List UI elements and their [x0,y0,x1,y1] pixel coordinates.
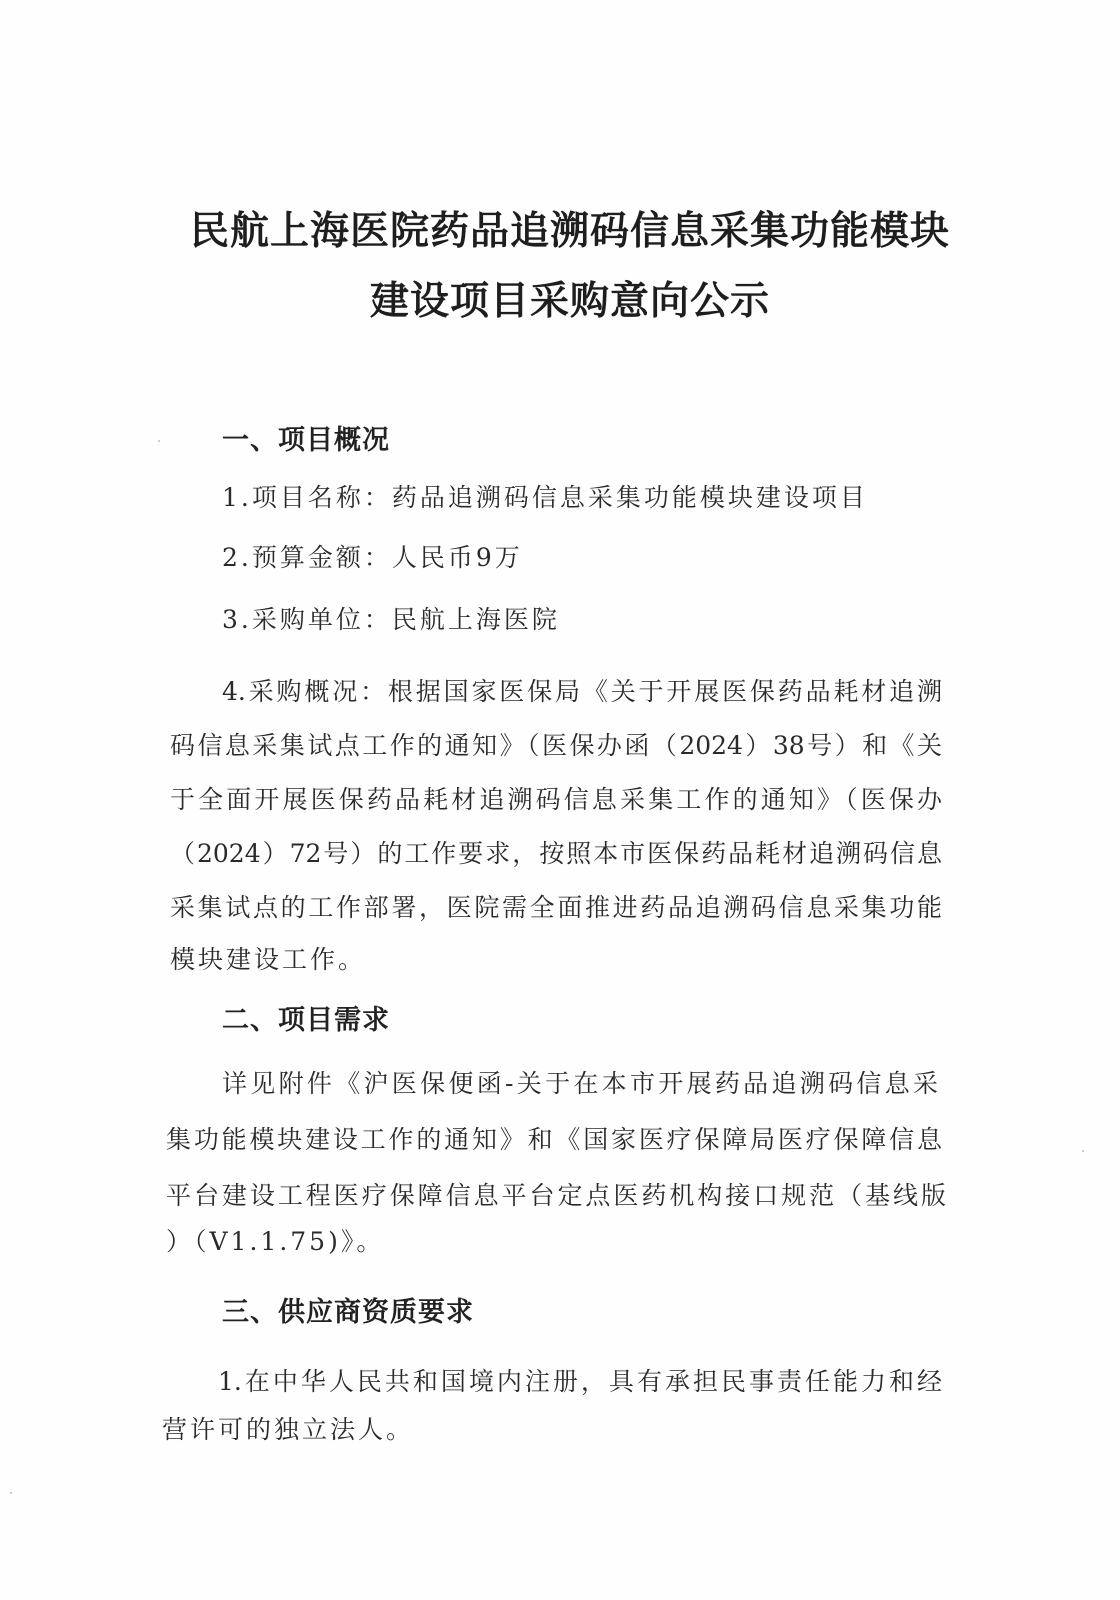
requirements-line-1: 详见附件《沪医保便函-关于在本市开展药品追溯码信息采 [222,1069,938,1098]
overview-summary-line-4: （2024）72号）的工作要求，按照本市医保药品耗材追溯码信息 [170,839,942,868]
requirements-line-2: 集功能模块建设工作的通知》和《国家医疗保障局医疗保障信息 [166,1125,942,1154]
overview-purchaser: 3.采购单位：民航上海医院 [222,605,560,634]
requirements-line-4: ）（V1.1.75)》。 [166,1227,385,1256]
qualifications-line-2: 营许可的独立法人。 [162,1415,415,1444]
section-heading-qualifications: 三、供应商资质要求 [222,1297,474,1328]
document-title-line-1: 民航上海医院药品追溯码信息采集功能模块 [189,209,950,254]
requirements-line-3: 平台建设工程医疗保障信息平台定点医药机构接口规范（基线版 [166,1181,946,1210]
overview-summary-line-1: 4.采购概况：根据国家医保局《关于开展医保药品耗材追溯 [222,677,942,706]
qualifications-line-1: 1.在中华人民共和国境内注册，具有承担民事责任能力和经 [218,1367,942,1396]
overview-summary-line-5: 采集试点的工作部署，医院需全面推进药品追溯码信息采集功能 [170,893,942,922]
scan-speck [1082,1150,1084,1152]
scan-speck [158,440,160,442]
overview-summary-line-2: 码信息采集试点工作的通知》（医保办函（2024）38号）和《关 [170,731,942,760]
section-heading-overview: 一、项目概况 [222,425,390,456]
overview-summary-line-6: 模块建设工作。 [170,945,367,974]
overview-project-name: 1.项目名称：药品追溯码信息采集功能模块建设项目 [222,483,868,512]
document-title-line-2: 建设项目采购意向公示 [369,279,770,324]
scan-speck [10,1492,12,1494]
overview-summary-line-3: 于全面开展医保药品耗材追溯码信息采集工作的通知》（医保办 [170,785,942,814]
section-heading-requirements: 二、项目需求 [222,1005,390,1036]
overview-budget: 2.预算金额：人民币9万 [222,543,523,572]
